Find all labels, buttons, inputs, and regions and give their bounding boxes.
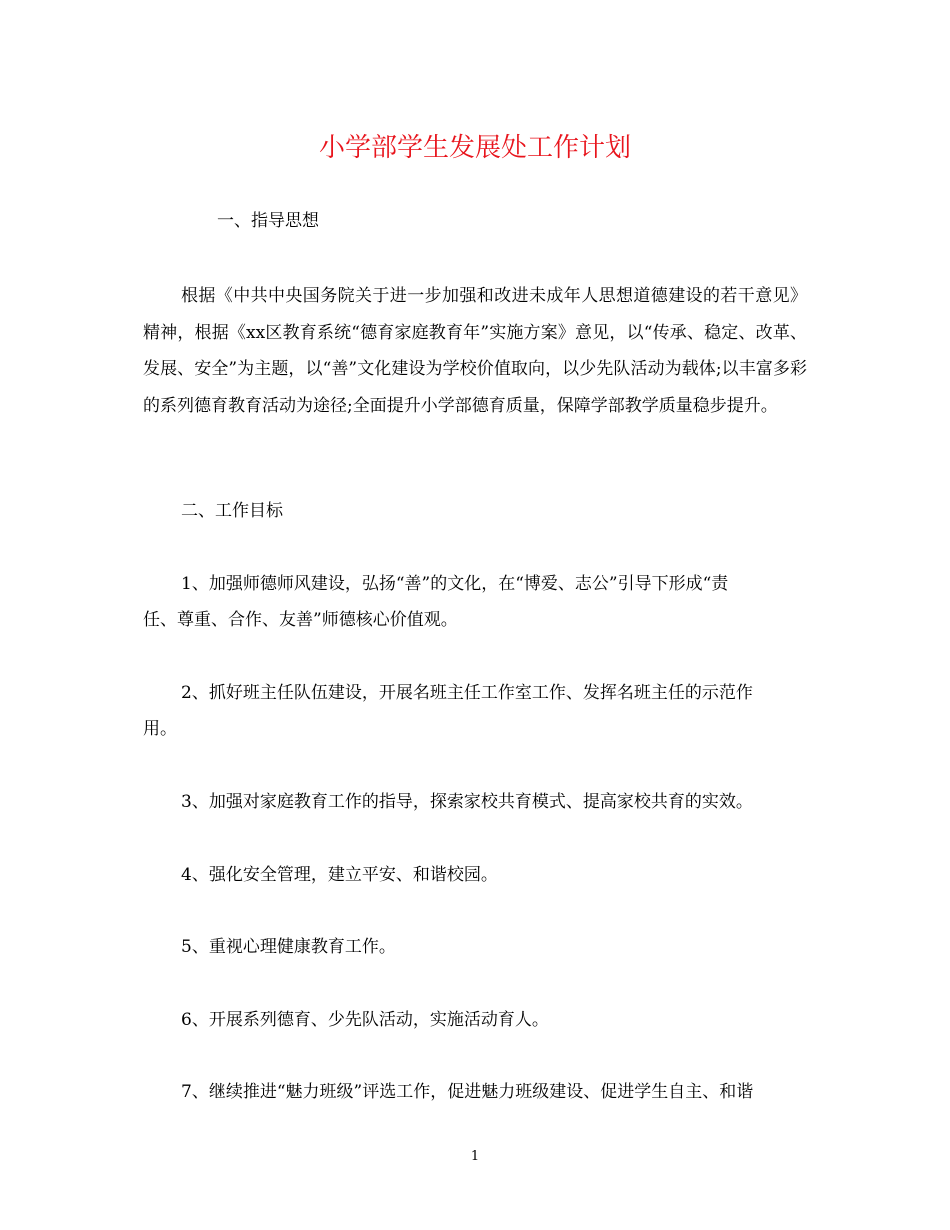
goal-item-line: 任、尊重、合作、友善”师德核心价值观。 — [143, 610, 458, 630]
page-number: 1 — [470, 1149, 480, 1164]
section-heading-work-goals: 二、工作目标 — [181, 501, 283, 521]
goal-item-line: 2、抓好班主任队伍建设，开展名班主任工作室工作、发挥名班主任的示范作 — [181, 683, 753, 703]
goal-item-line: 6、开展系列德育、少先队活动，实施活动育人。 — [181, 1010, 549, 1030]
goal-item-line: 7、继续推进“魅力班级”评选工作，促进魅力班级建设、促进学生自主、和谐 — [181, 1082, 754, 1102]
document-title: 小学部学生发展处工作计划 — [318, 133, 631, 163]
goal-item-line: 3、加强对家庭教育工作的指导，探索家校共育模式、提高家校共育的实效。 — [181, 792, 753, 812]
section-paragraph-guiding-ideology: 根据《中共中央国务院关于进一步加强和改进未成年人思想道德建设的若干意见》精神，根据《xx区教育系统“德育家庭教育年”实施方案》意见，以“传承、稳定、改革、发展、安全”为主题，以“善”文化建设为学校价值取向，以少先队活动为载体;以丰富多彩的系列德育教育活动为途径;全面提升小学部德育质量，保障学部教学质量稳步提升。 — [143, 286, 807, 416]
section-heading-guiding-ideology: 一、指导思想 — [217, 211, 319, 231]
goal-item-line: 4、强化安全管理，建立平安、和谐校园。 — [181, 865, 498, 885]
goal-item-line: 5、重视心理健康教育工作。 — [181, 937, 396, 957]
goal-item-line: 用。 — [143, 719, 177, 739]
goal-item-line: 1、加强师德师风建设，弘扬“善”的文化，在“博爱、志公”引导下形成“责 — [181, 574, 729, 594]
